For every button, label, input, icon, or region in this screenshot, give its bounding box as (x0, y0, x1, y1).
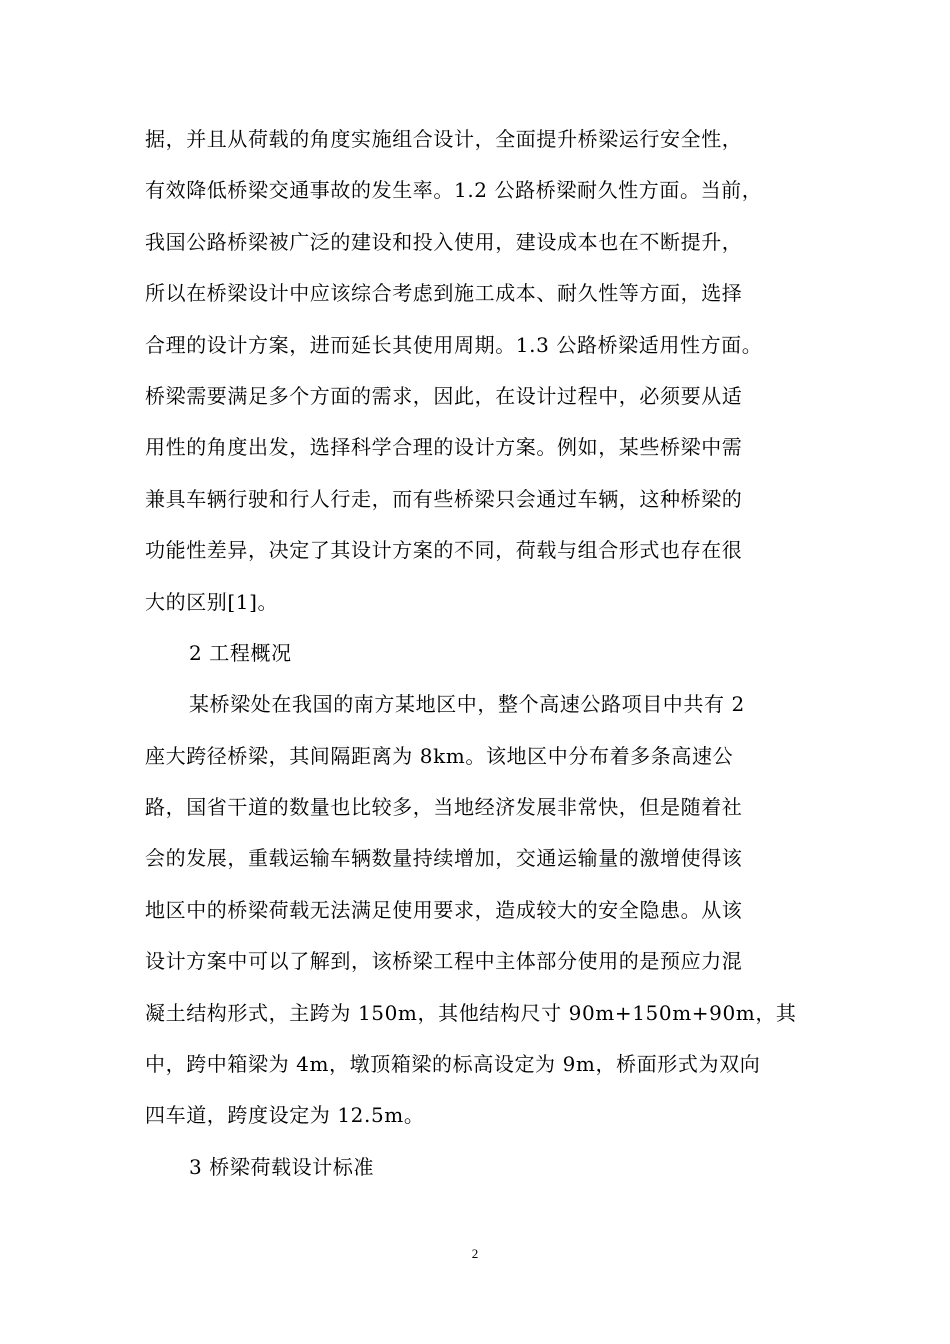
text-line: 桥梁需要满足多个方面的需求，因此，在设计过程中，必须要从适 (145, 383, 743, 408)
text-line: 座大跨径桥梁，其间隔距离为 8km。该地区中分布着多条高速公 (145, 743, 734, 768)
page-number: 2 (471, 1246, 479, 1261)
text-line: 大的区别[1]。 (145, 589, 279, 614)
text-line: 兼具车辆行驶和行人行走，而有些桥梁只会通过车辆，这种桥梁的 (145, 486, 743, 511)
text-line: 会的发展，重载运输车辆数量持续增加，交通运输量的激增使得该 (145, 846, 743, 871)
section-heading: 3 桥梁荷载设计标准 (189, 1154, 375, 1179)
text-line: 四车道，跨度设定为 12.5m。 (145, 1103, 425, 1128)
section-heading: 2 工程概况 (189, 640, 292, 665)
text-line: 用性的角度出发，选择科学合理的设计方案。例如，某些桥梁中需 (145, 435, 743, 460)
text-line: 功能性差异，决定了其设计方案的不同，荷载与组合形式也存在很 (145, 538, 743, 563)
text-line: 地区中的桥梁荷载无法满足使用要求，造成较大的安全隐患。从该 (145, 897, 743, 922)
text-line: 某桥梁处在我国的南方某地区中，整个高速公路项目中共有 2 (189, 692, 745, 717)
text-line: 合理的设计方案，进而延长其使用周期。1.3 公路桥梁适用性方面。 (145, 332, 763, 357)
text-line: 据，并且从荷载的角度实施组合设计，全面提升桥梁运行安全性， (145, 127, 743, 151)
text-line: 凝土结构形式，主跨为 150m，其他结构尺寸 90m+150m+90m，其 (145, 1000, 797, 1025)
text-line: 设计方案中可以了解到，该桥梁工程中主体部分使用的是预应力混 (145, 949, 743, 974)
body-text (145, 114, 805, 1193)
text-line: 路，国省干道的数量也比较多，当地经济发展非常快，但是随着社 (145, 795, 743, 820)
text-line: 有效降低桥梁交通事故的发生率。1.2 公路桥梁耐久性方面。当前， (145, 178, 763, 203)
text-line: 所以在桥梁设计中应该综合考虑到施工成本、耐久性等方面，选择 (145, 281, 743, 306)
text-line: 我国公路桥梁被广泛的建设和投入使用，建设成本也在不断提升， (145, 229, 743, 254)
text-line: 中，跨中箱梁为 4m，墩顶箱梁的标高设定为 9m，桥面形式为双向 (145, 1052, 761, 1077)
